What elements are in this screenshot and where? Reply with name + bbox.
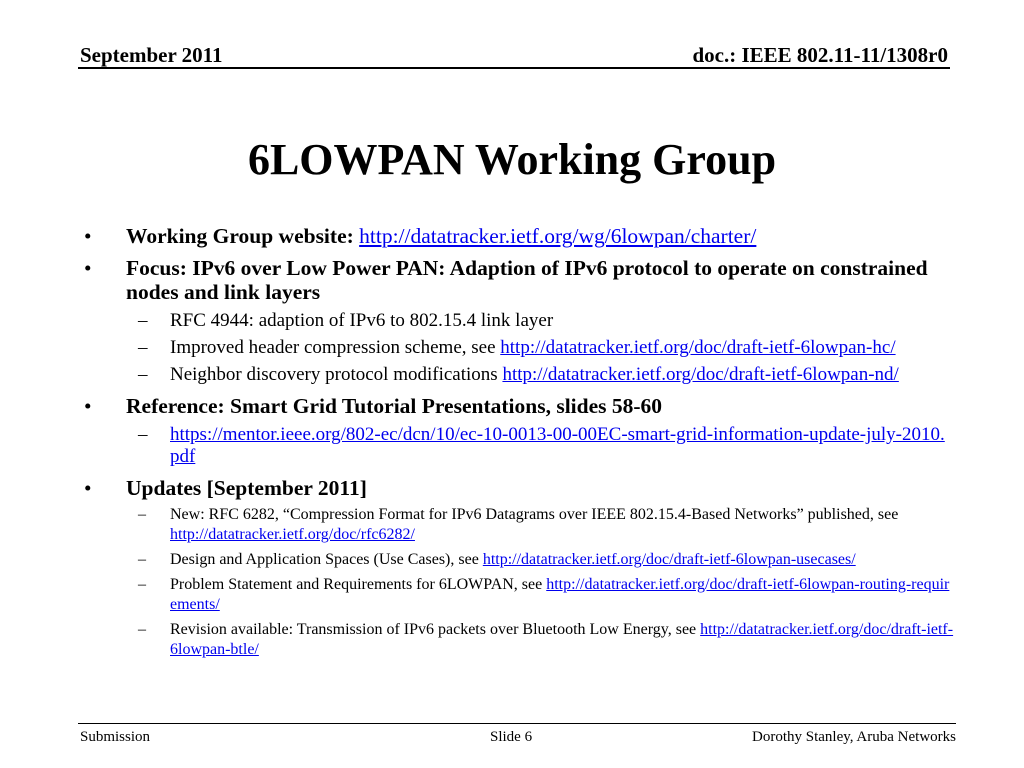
bullet-focus	[84, 256, 954, 304]
bullet-dot-icon: •	[84, 394, 92, 418]
updates-sub-item	[84, 505, 954, 545]
footer-slide-number: Slide 6	[490, 729, 533, 745]
header-date: September 2011	[80, 43, 223, 67]
focus-sub-item	[84, 337, 954, 359]
focus-text: Focus: IPv6 over Low Power PAN: Adaption of IPv6 protocol to operate on constrained nodes and link layers	[126, 256, 928, 304]
website-label: Working Group website:	[126, 224, 360, 248]
bullet-dot-icon: •	[84, 476, 92, 500]
bullet-dot-icon: •	[84, 224, 92, 248]
usecases-draft-link[interactable]: http://datatracker.ietf.org/doc/draft-ietf-6lowpan-usecases/	[482, 551, 856, 568]
btle-draft-link[interactable]: http://datatracker.ietf.org/doc/draft-ietf-6lowpan-btle/	[170, 621, 954, 658]
updates-sub-item	[84, 550, 954, 570]
bullet-dot-icon: •	[84, 256, 92, 280]
focus-sub-item	[84, 364, 954, 386]
reference-sub-item	[84, 424, 954, 468]
bullet-updates	[84, 476, 954, 500]
updates-text: Updates [September 2011]	[126, 476, 367, 500]
header-doc-number: doc.: IEEE 802.11-11/1308r0	[692, 43, 948, 67]
updates-sub-text: New: RFC 6282, “Compression Format for IPv6 Datagrams over IEEE 802.15.4-Based Networks” published, see	[170, 506, 899, 523]
dash-icon: –	[138, 551, 146, 568]
dash-icon: –	[138, 364, 148, 385]
focus-sub-text: Improved header compression scheme, see	[170, 337, 501, 358]
bullet-website	[84, 224, 954, 248]
dash-icon: –	[138, 310, 148, 331]
smart-grid-pdf-link[interactable]: https://mentor.ieee.org/802-ec/dcn/10/ec-10-0013-00-00EC-smart-grid-information-update-july-2010.pdf	[170, 424, 945, 467]
hc-draft-link[interactable]: http://datatracker.ietf.org/doc/draft-ietf-6lowpan-hc/	[500, 337, 896, 358]
website-link[interactable]: http://datatracker.ietf.org/wg/6lowpan/charter/	[359, 224, 757, 248]
updates-sub-text: Revision available: Transmission of IPv6 packets over Bluetooth Low Energy, see	[170, 621, 701, 638]
dash-icon: –	[138, 424, 148, 445]
updates-sub-item	[84, 620, 954, 660]
dash-icon: –	[138, 621, 146, 638]
updates-sub-item	[84, 575, 954, 615]
footer-submission: Submission	[80, 729, 151, 745]
nd-draft-link[interactable]: http://datatracker.ietf.org/doc/draft-ietf-6lowpan-nd/	[502, 364, 899, 385]
dash-icon: –	[138, 506, 146, 523]
rfc6282-link[interactable]: http://datatracker.ietf.org/doc/rfc6282/	[170, 526, 415, 543]
routing-requirements-draft-link[interactable]: http://datatracker.ietf.org/doc/draft-ietf-6lowpan-routing-requirements/	[170, 576, 950, 613]
footer-author: Dorothy Stanley, Aruba Networks	[752, 729, 956, 745]
dash-icon: –	[138, 337, 148, 358]
updates-sub-text: Design and Application Spaces (Use Cases), see	[170, 551, 483, 568]
footer-divider	[78, 723, 956, 724]
slide-body	[84, 224, 954, 660]
bullet-reference	[84, 394, 954, 418]
focus-sub-text: RFC 4944: adaption of IPv6 to 802.15.4 link layer	[170, 310, 554, 331]
updates-sub-text: Problem Statement and Requirements for 6LOWPAN, see	[170, 576, 547, 593]
focus-sub-text: Neighbor discovery protocol modifications	[170, 364, 503, 385]
focus-sub-item	[84, 310, 954, 332]
slide-title: 6LOWPAN Working Group	[247, 135, 777, 184]
dash-icon: –	[138, 576, 146, 593]
header-divider	[78, 67, 950, 69]
reference-text: Reference: Smart Grid Tutorial Presentations, slides 58-60	[126, 394, 663, 418]
